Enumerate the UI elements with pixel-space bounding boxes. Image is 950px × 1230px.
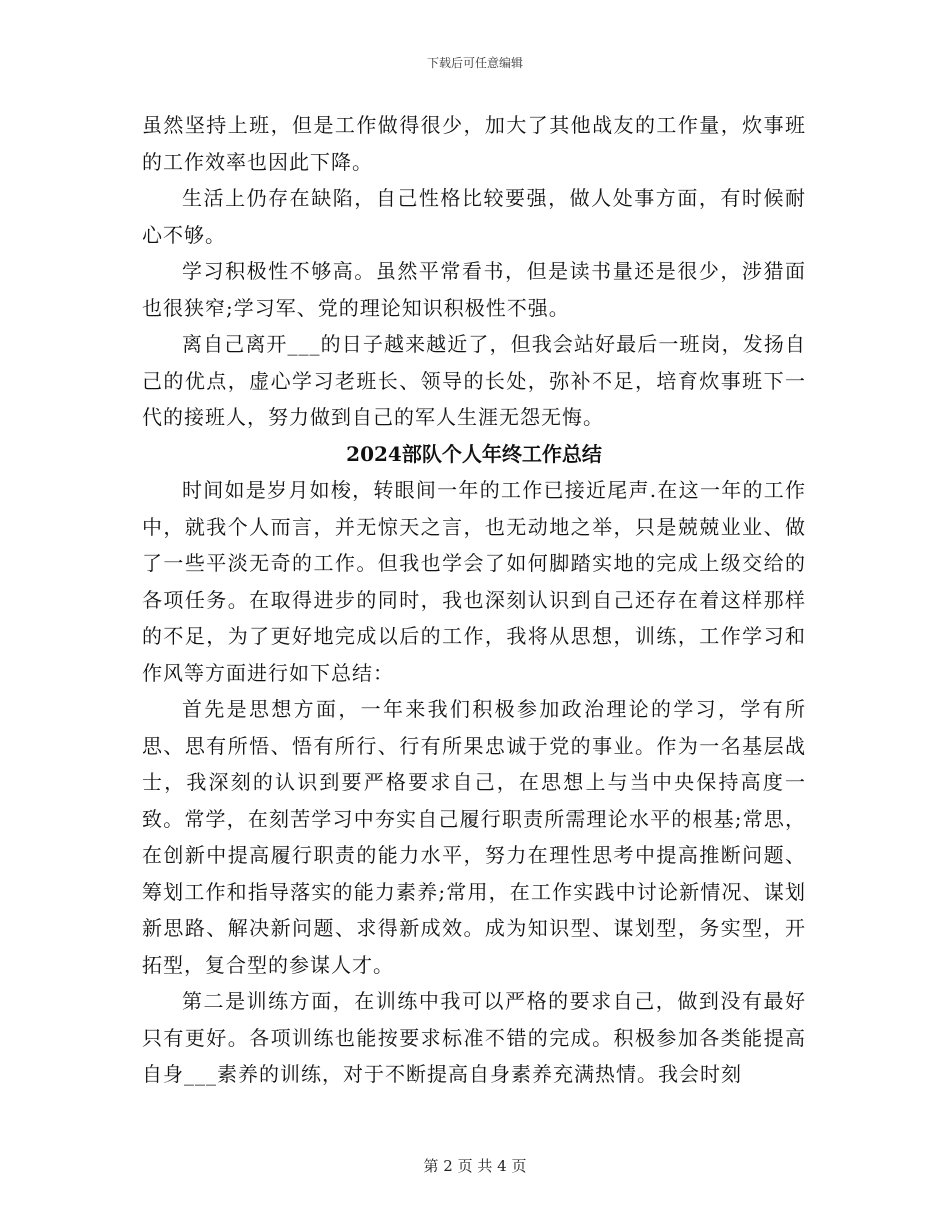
paragraph: 虽然坚持上班，但是工作做得很少，加大了其他战友的工作量，炊事班的工作效率也因此下降。 [142,113,806,174]
page-header: 下载后可任意编辑 [426,56,523,70]
paragraph: 时间如是岁月如梭，转眼间一年的工作已接近尾声.在这一年的工作中，就我个人而言，并无惊天之言，也无动地之举，只是兢兢业业、做了一些平淡无奇的工作。但我也学会了如何脚踏实地的完成上级交给的各项任务。在取得进步的同时，我也深刻认识到自己还存在着这样那样的不足，为了更好地完成以后的工作，我将从思想，训练，工作学习和作风等方面进行如下总结： [142,478,806,685]
page-number: 第 2 页 共 4 页 [423,1157,527,1175]
document-body [142,107,806,1093]
paragraph: 第二是训练方面，在训练中我可以严格的要求自己，做到没有最好只有更好。各项训练也能按要求标准不错的完成。积极参加各类能提高自身___素养的训练，对于不断提高自身素养充满热情。我会时刻 [142,989,806,1086]
section-title: 2024部队个人年终工作总结 [346,441,602,466]
paragraph: 生活上仍存在缺陷，自己性格比较要强，做人处事方面，有时候耐心不够。 [142,186,806,247]
paragraph: 离自己离开___的日子越来越近了，但我会站好最后一班岗，发扬自己的优点，虚心学习老班长、领导的长处，弥补不足，培育炊事班下一代的接班人，努力做到自己的军人生涯无怨无悔。 [142,332,806,429]
paragraph: 首先是思想方面，一年来我们积极参加政治理论的学习，学有所思、思有所悟、悟有所行、行有所果忠诚于党的事业。作为一名基层战士，我深刻的认识到要严格要求自己，在思想上与当中央保持高度一致。常学，在刻苦学习中夯实自己履行职责所需理论水平的根基;常思，在创新中提高履行职责的能力水平，努力在理性思考中提高推断问题、筹划工作和指导落实的能力素养;常用，在工作实践中讨论新情况、谋划新思路、解决新问题、求得新成效。成为知识型、谋划型，务实型，开拓型，复合型的参谋人才。 [142,697,806,977]
paragraph: 学习积极性不够高。虽然平常看书，但是读书量还是很少，涉猎面也很狭窄;学习军、党的理论知识积极性不强。 [142,259,806,320]
